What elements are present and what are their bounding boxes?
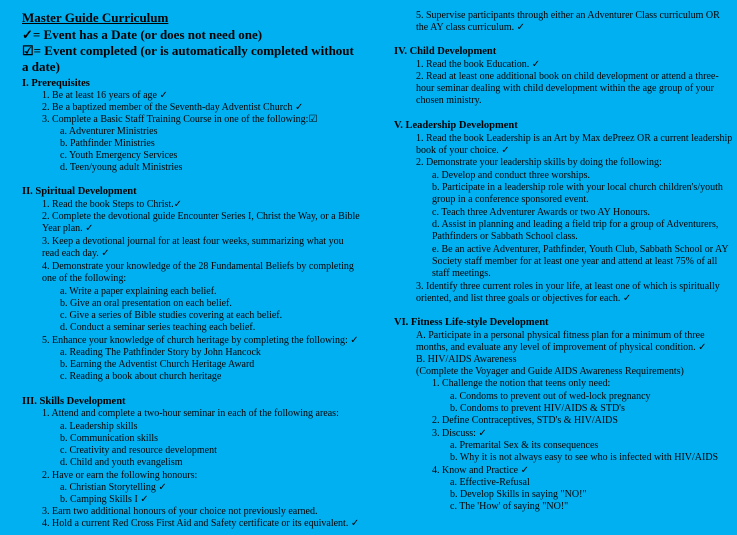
list-item: b. Earning the Adventist Church Heritage Award	[60, 359, 255, 370]
list-item: c. The 'How' of saying "NO!"	[450, 501, 569, 512]
list-item: b. Communication skills	[60, 433, 159, 444]
list-item: group in a conference sponsored event.	[432, 194, 589, 205]
list-item: d. Teen/young adult Ministries	[60, 162, 183, 173]
list-item: a. Christian Storytelling ✓	[60, 482, 167, 493]
list-item: d. Conduct a seminar series teaching each belief.	[60, 322, 256, 333]
list-item: oriented, and list three goals or objectives for each. ✓	[416, 293, 632, 304]
list-item: (Complete the Voyager and Guide AIDS Awareness Requirements)	[416, 366, 684, 377]
list-item: b. Participate in a leadership role with your local church children's/youth	[432, 182, 723, 193]
legend-check: ✓= Event has a Date (or does not need one)	[22, 27, 263, 42]
list-item: 1. Read the book Leadership is an Art by Max dePreez OR a current leadership	[416, 133, 733, 144]
list-item: 2. Be a baptized member of the Seventh-day Adventist Church ✓	[42, 102, 304, 113]
list-item: d. Assist in planning and leading a field trip for a group of Adventurers,	[432, 219, 719, 230]
list-item: c. Teach three Adventurer Awards or two AY Honours.	[432, 207, 650, 218]
list-item: 3. Keep a devotional journal for at least four weeks, summarizing what you	[42, 236, 344, 247]
list-item: 2. Complete the devotional guide Encounter Series I, Christ the Way, or a Bible	[42, 211, 360, 222]
section-heading: II. Spiritual Development	[22, 186, 137, 197]
list-item: a. Write a paper explaining each belief.	[60, 286, 217, 297]
section-heading: V. Leadership Development	[394, 120, 518, 131]
list-item: 3. Earn two additional honours of your choice not previously earned.	[42, 506, 318, 517]
list-item: 4. Demonstrate your knowledge of the 28 Fundamental Beliefs by completing	[42, 261, 354, 272]
list-item: hour seminar dealing with child development within the age group of your	[416, 83, 714, 94]
list-item: 5. Supervise participants through either an Adventurer Class curriculum OR	[416, 10, 720, 21]
list-item: B. HIV/AIDS Awareness	[416, 354, 517, 365]
list-item: Year plan. ✓	[42, 223, 94, 234]
list-item: chosen ministry.	[416, 95, 482, 106]
list-item: a. Premarital Sex & its consequences	[450, 440, 599, 451]
list-item: 3. Discuss: ✓	[432, 428, 487, 439]
list-item: 5. Enhance your knowledge of church heritage by completing the following: ✓	[42, 335, 359, 346]
list-item: a. Reading The Pathfinder Story by John Hancock	[60, 347, 261, 358]
list-item: 2. Read at least one additional book on child development or attend a three-	[416, 71, 719, 82]
list-item: 1. Read the book Steps to Christ.✓	[42, 199, 183, 210]
section-heading: VI. Fitness Life-style Development	[394, 317, 549, 328]
list-item: b. Pathfinder Ministries	[60, 138, 155, 149]
list-item: 3. Complete a Basic Staff Training Course in one of the following:☑	[42, 114, 318, 125]
list-item: the AY class curriculum. ✓	[416, 22, 526, 33]
list-item: Society staff member for at least one year and attend at least 75% of all	[432, 256, 718, 267]
list-item: e. Be an active Adventurer, Pathfinder, Youth Club, Sabbath School or AY	[432, 244, 729, 255]
list-item: c. Give a series of Bible studies covering at each belief.	[60, 310, 283, 321]
section-heading: IV. Child Development	[394, 46, 497, 57]
doc-title: Master Guide Curriculum	[22, 10, 169, 25]
list-item: book of your choice. ✓	[416, 145, 510, 156]
list-item: a. Develop and conduct three worships.	[432, 170, 591, 181]
list-item: 1. Be at least 16 years of age ✓	[42, 90, 168, 101]
list-item: staff meetings.	[432, 268, 491, 279]
list-item: months, and evaluate any level of improvement of physical condition. ✓	[416, 342, 707, 353]
legend-box: ☑= Event completed (or is automatically completed without	[22, 43, 354, 58]
list-item: d. Child and youth evangelism	[60, 457, 183, 468]
list-item: A. Participate in a personal physical fitness plan for a minimum of three	[416, 330, 705, 341]
list-item: b. Develop Skills in saying "NO!"	[450, 489, 587, 500]
list-item: b. Why it is not always easy to see who is infected with HIV/AIDS	[450, 452, 719, 463]
list-item: one of the following:	[42, 273, 127, 284]
list-item: 4. Hold a current Red Cross First Aid and Safety certificate or its equivalent. ✓	[42, 518, 360, 529]
list-item: c. Reading a book about church heritage	[60, 371, 222, 382]
list-item: b. Camping Skills I ✓	[60, 494, 149, 505]
list-item: 4. Know and Practice ✓	[432, 465, 529, 476]
list-item: b. Condoms to prevent HIV/AIDS & STD's	[450, 403, 625, 414]
list-item: read each day. ✓	[42, 248, 110, 259]
list-item: 1. Read the book Education. ✓	[416, 59, 541, 70]
list-item: 1. Attend and complete a two-hour seminar in each of the following areas:	[42, 408, 339, 419]
legend-box-cont: a date)	[22, 59, 60, 74]
list-item: 2. Demonstrate your leadership skills by doing the following:	[416, 157, 662, 168]
list-item: 2. Have or earn the following honours:	[42, 470, 198, 481]
list-item: 3. Identify three current roles in your life, at least one of which is spiritually	[416, 281, 720, 292]
section-heading: I. Prerequisites	[22, 78, 90, 89]
list-item: Pathfinders or Sabbath School class.	[432, 231, 578, 242]
list-item: c. Creativity and resource development	[60, 445, 217, 456]
list-item: a. Effective-Refusal	[450, 477, 530, 488]
list-item: b. Give an oral presentation on each belief.	[60, 298, 232, 309]
list-item: 2. Define Contraceptives, STD's & HIV/AIDS	[432, 415, 618, 426]
list-item: c. Youth Emergency Services	[60, 150, 178, 161]
list-item: 1. Challenge the notion that teens only need:	[432, 378, 611, 389]
list-item: a. Adventurer Ministries	[60, 126, 158, 137]
section-heading: III. Skills Development	[22, 396, 126, 407]
list-item: a. Leadership skills	[60, 421, 138, 432]
list-item: a. Condoms to prevent out of wed-lock pregnancy	[450, 391, 651, 402]
